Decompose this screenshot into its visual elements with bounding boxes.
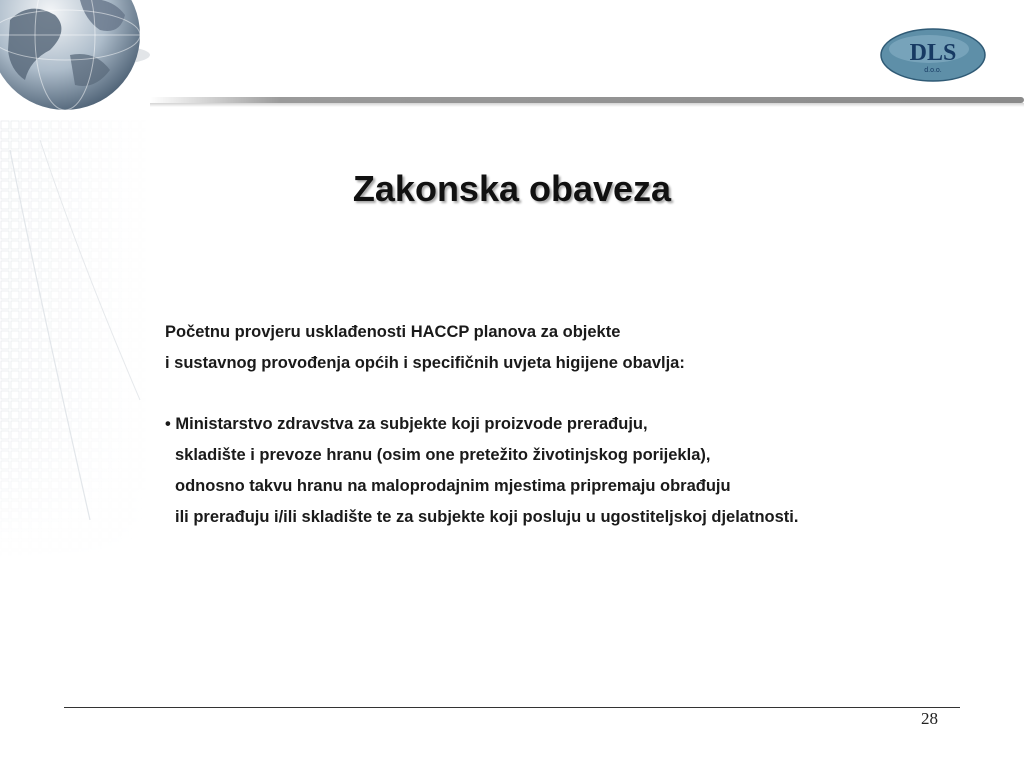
intro-line: i sustavnog provođenja općih i specifičnih uvjeta higijene obavlja: bbox=[165, 354, 685, 372]
bullet-line: • Ministarstvo zdravstva za subjekte koji proizvode prerađuju, bbox=[165, 415, 648, 433]
bullet-line: ili prerađuju i/ili skladište te za subjekte koji posluju u ugostiteljskoj djelatnosti. bbox=[175, 508, 799, 526]
paragraph-gap bbox=[165, 379, 965, 409]
slide-body bbox=[165, 317, 965, 533]
page-number: 28 bbox=[921, 709, 938, 728]
header-rule-shadow bbox=[150, 103, 1024, 107]
bullet-line: skladište i prevoze hranu (osim one pretežito životinjskog porijekla), bbox=[175, 446, 711, 464]
logo-text: DLS bbox=[909, 40, 957, 66]
company-logo bbox=[879, 27, 987, 83]
footer-rule bbox=[64, 707, 960, 708]
bullet-line: odnosno takvu hranu na maloprodajnim mjestima pripremaju obrađuju bbox=[175, 477, 731, 495]
intro-line: Početnu provjeru usklađenosti HACCP planova za objekte bbox=[165, 323, 621, 341]
logo-subtext: d.o.o. bbox=[924, 67, 942, 74]
globe-icon bbox=[0, 0, 155, 130]
slide-title: Zakonska obaveza bbox=[352, 168, 672, 209]
